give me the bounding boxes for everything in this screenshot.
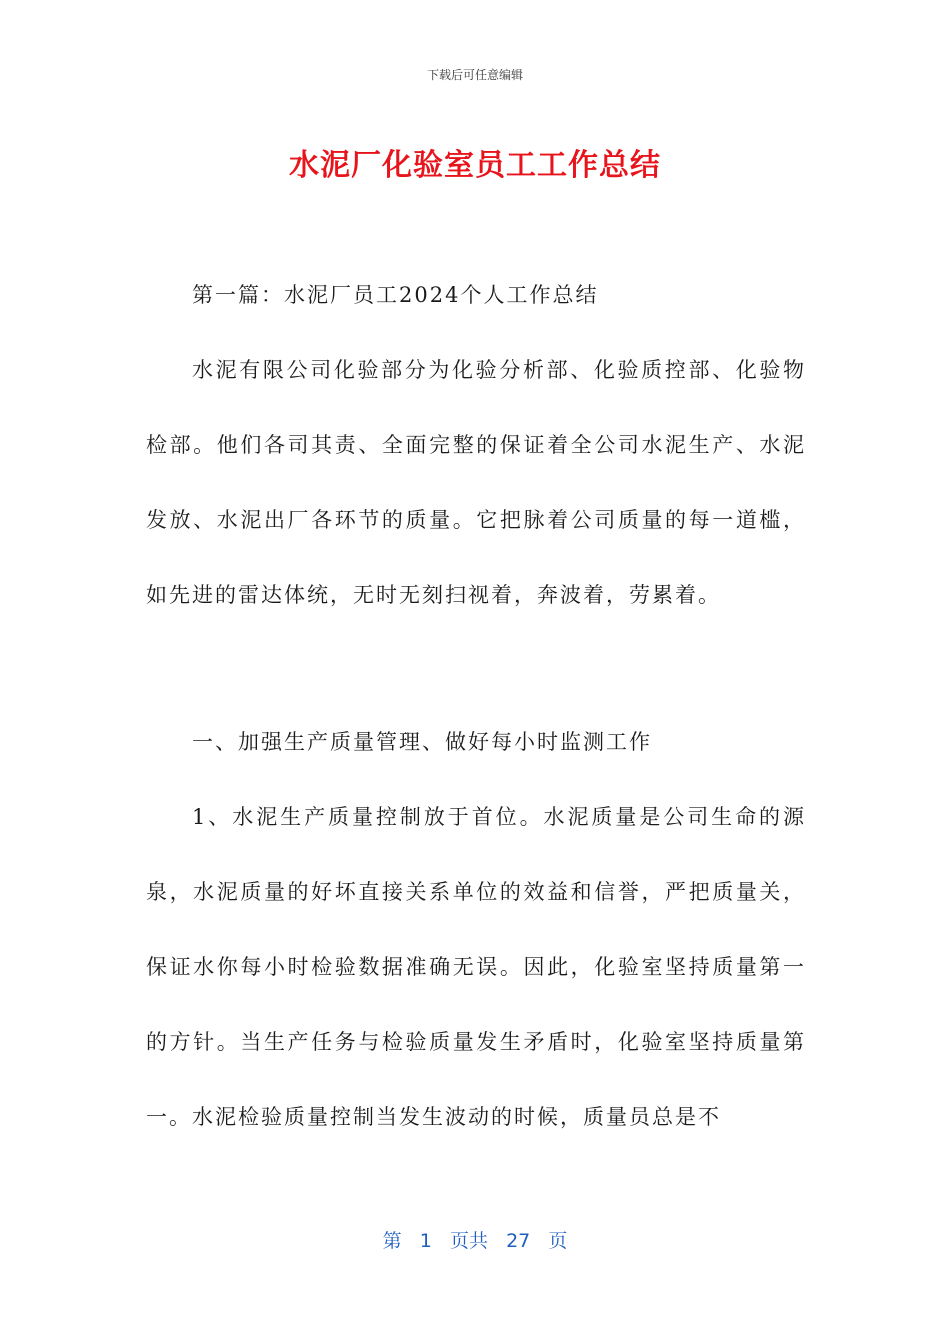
footer-suffix: 页 <box>548 1230 568 1252</box>
footer-current-page: 1 <box>419 1230 432 1252</box>
page-footer <box>0 1226 950 1253</box>
section-quality <box>146 705 806 1155</box>
document-title: 水泥厂化验室员工工作总结 <box>289 148 661 183</box>
footer-middle: 页共 <box>449 1230 488 1252</box>
footer-prefix: 第 <box>382 1230 402 1252</box>
page-header-note: 下载后可任意编辑 <box>426 68 523 82</box>
section-heading-quality: 一、加强生产质量管理、做好每小时监测工作 <box>192 730 652 754</box>
intro-paragraph: 水泥有限公司化验部分为化验分析部、化验质控部、化验物检部。他们各司其责、全面完整的保证着全公司水泥生产、水泥发放、水泥出厂各环节的质量。它把脉着公司质量的每一道槛，如先进的雷达体统，无时无刻扫视着，奔波着，劳累着。 <box>146 358 806 607</box>
section-intro <box>146 258 806 633</box>
section-heading-first: 第一篇：水泥厂员工2024个人工作总结 <box>192 283 599 307</box>
quality-paragraph: 1、水泥生产质量控制放于首位。水泥质量是公司生命的源泉，水泥质量的好坏直接关系单位的效益和信誉，严把质量关，保证水你每小时检验数据准确无误。因此，化验室坚持质量第一的方针。当生产任务与检验质量发生矛盾时，化验室坚持质量第一。水泥检验质量控制当发生波动的时候，质量员总是不 <box>146 805 806 1129</box>
footer-total-pages: 27 <box>506 1230 531 1252</box>
